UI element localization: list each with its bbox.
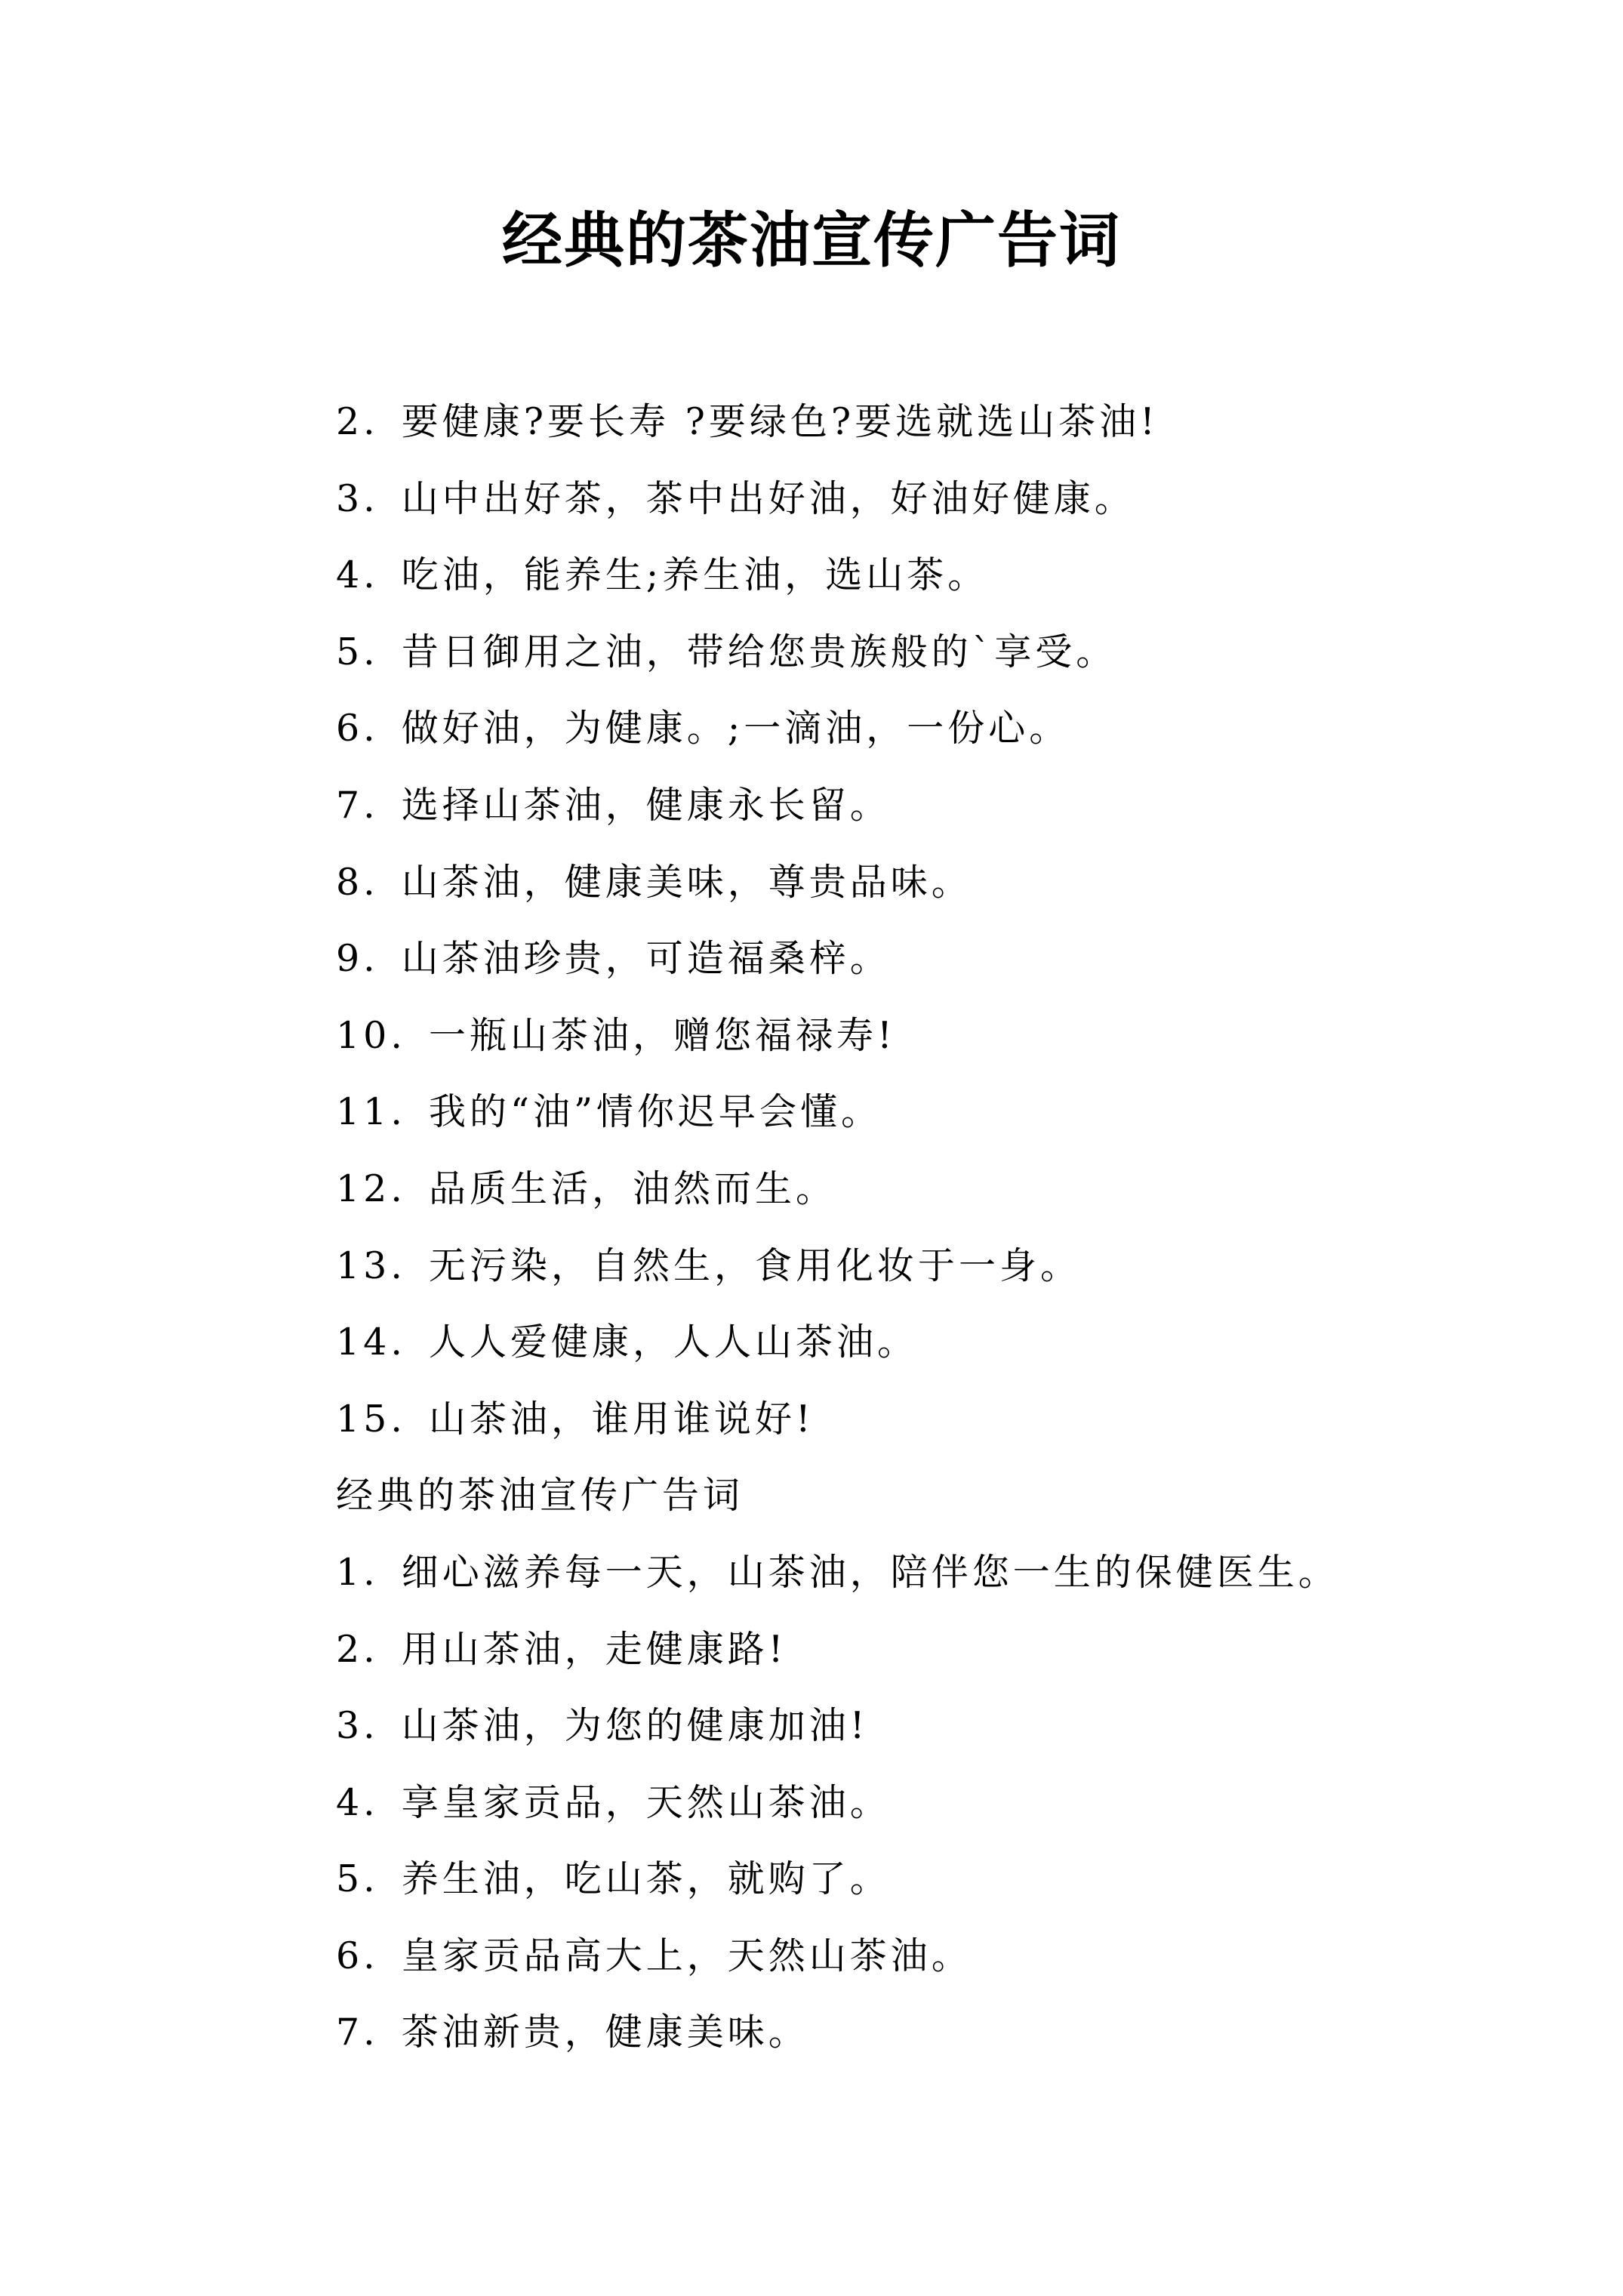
- line-number: 6.: [336, 707, 379, 750]
- line-text: 山茶油珍贵，可造福桑梓。: [401, 937, 891, 981]
- text-line: [336, 384, 1589, 461]
- line-number: 15.: [336, 1397, 406, 1441]
- text-line: [336, 1764, 1589, 1841]
- line-number: 14.: [336, 1321, 406, 1364]
- line-number: 8.: [336, 860, 379, 904]
- line-text: 无污染，自然生，食用化妆于一身。: [428, 1244, 1081, 1287]
- text-line: [336, 1381, 1589, 1458]
- text-line: [336, 690, 1589, 767]
- text-line: [336, 461, 1589, 538]
- line-text: 山茶油，谁用谁说好!: [428, 1397, 815, 1441]
- line-number: 7.: [336, 2011, 379, 2054]
- line-number: 5.: [336, 1857, 379, 1901]
- text-line: [336, 1611, 1589, 1688]
- text-line: [336, 844, 1589, 921]
- line-number: 13.: [336, 1244, 406, 1287]
- line-text: 山茶油，健康美味，尊贵品味。: [401, 860, 972, 904]
- line-text: 我的“油”情你迟早会懂。: [428, 1090, 882, 1134]
- line-text: 养生油，吃山茶，就购了。: [401, 1857, 891, 1901]
- text-line: [336, 1304, 1589, 1381]
- text-line: [336, 920, 1589, 997]
- text-line: [336, 1074, 1589, 1151]
- text-line: [336, 997, 1589, 1074]
- line-number: 12.: [336, 1166, 406, 1210]
- text-line: [336, 1841, 1589, 1918]
- line-text: 人人爱健康，人人山茶油。: [428, 1321, 918, 1364]
- line-number: 10.: [336, 1013, 406, 1057]
- line-text: 品质生活，油然而生。: [428, 1166, 836, 1210]
- line-number: 4.: [336, 553, 379, 597]
- line-text: 选择山茶油，健康永长留。: [401, 783, 891, 827]
- text-line: [336, 1534, 1589, 1611]
- line-number: 5.: [336, 630, 379, 673]
- text-line: [336, 614, 1589, 691]
- line-text: 昔日御用之油，带给您贵族般的`享受。: [401, 630, 1117, 673]
- line-number: 11.: [336, 1090, 406, 1134]
- document-body: [336, 384, 1589, 2071]
- line-number: 9.: [336, 937, 379, 981]
- text-line: [336, 1228, 1589, 1305]
- document-title: 经典的茶油宣传广告词: [502, 205, 1121, 276]
- text-line: [336, 1994, 1589, 2071]
- text-line: [336, 1687, 1589, 1764]
- line-number: 2.: [336, 400, 379, 443]
- section-heading: [336, 1457, 1589, 1534]
- line-number: 1.: [336, 1550, 379, 1594]
- line-text: 做好油，为健康。;一滴油，一份心。: [401, 707, 1070, 750]
- line-text: 细心滋养每一天，山茶油，陪伴您一生的保健医生。: [401, 1550, 1339, 1594]
- line-text: 要健康?要长寿 ?要绿色?要选就选山茶油!: [401, 400, 1159, 443]
- line-text: 茶油新贵，健康美味。: [401, 2011, 809, 2054]
- line-number: 2.: [336, 1627, 379, 1671]
- line-text: 享皇家贡品，天然山茶油。: [401, 1780, 891, 1824]
- line-text: 皇家贡品高大上，天然山茶油。: [401, 1934, 972, 1977]
- line-text: 一瓶山茶油，赠您福禄寿!: [428, 1013, 896, 1057]
- line-number: 7.: [336, 783, 379, 827]
- text-line: [336, 1918, 1589, 1995]
- text-line: [336, 767, 1589, 844]
- line-number: 6.: [336, 1934, 379, 1977]
- line-number: 3.: [336, 476, 379, 520]
- line-number: 4.: [336, 1780, 379, 1824]
- line-text: 用山茶油，走健康路!: [401, 1627, 787, 1671]
- text-line: [336, 537, 1589, 614]
- line-text: 吃油，能养生;养生油，选山茶。: [401, 553, 989, 597]
- line-text: 山中出好茶，茶中出好油，好油好健康。: [401, 476, 1135, 520]
- line-number: 3.: [336, 1704, 379, 1748]
- text-line: [336, 1151, 1589, 1228]
- line-text: 山茶油，为您的健康加油!: [401, 1704, 869, 1748]
- section-heading-text: 经典的茶油宣传广告词: [336, 1474, 744, 1518]
